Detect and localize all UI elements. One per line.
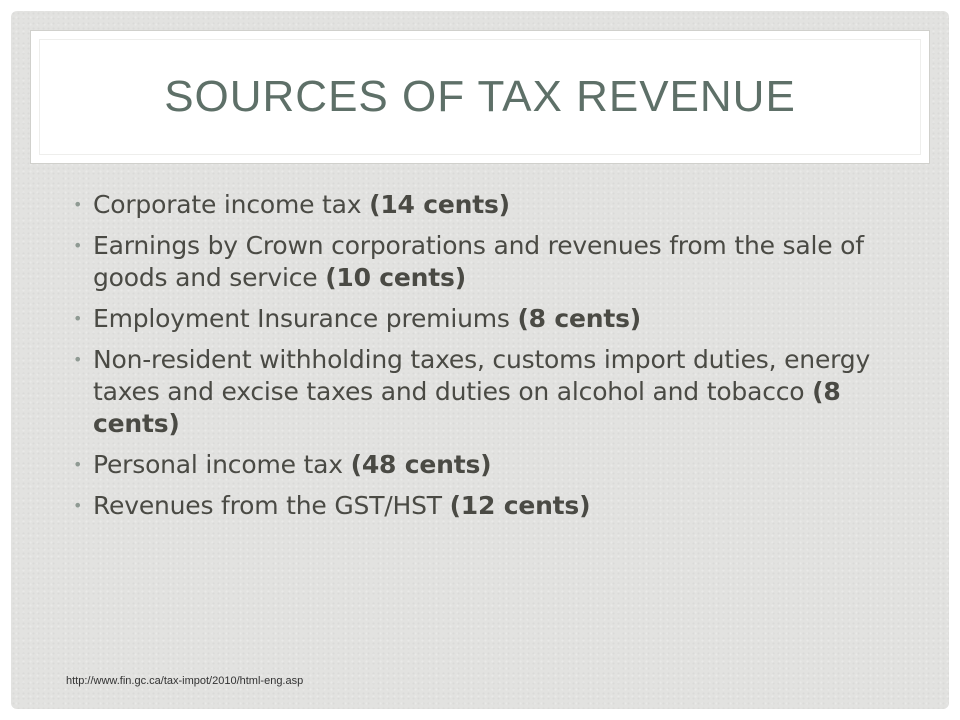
title-band (30, 30, 930, 164)
list-item (73, 303, 903, 335)
bullet-dot-icon: • (73, 455, 83, 474)
list-item (73, 490, 903, 522)
bullet-text: Non-resident withholding taxes, customs import duties, energy taxes and excise taxes and duties on alcohol and tobacco (93, 345, 871, 406)
list-item (73, 449, 903, 481)
bullet-amount: (8 cents) (517, 304, 641, 333)
bullet-list (73, 189, 903, 531)
bullet-dot-icon: • (73, 309, 83, 328)
source-link[interactable]: http://www.fin.gc.ca/tax-impot/2010/html-eng.asp (66, 675, 304, 687)
slide-title: SOURCES OF TAX REVENUE (164, 72, 796, 121)
bullet-text: Personal income tax (93, 450, 351, 479)
bullet-text: Employment Insurance premiums (93, 304, 518, 333)
bullet-amount: (14 cents) (369, 190, 510, 219)
bullet-amount: (48 cents) (350, 450, 492, 479)
list-item (73, 344, 903, 440)
list-item (73, 230, 903, 294)
bullet-text: Earnings by Crown corporations and revenues from the sale of goods and service (93, 231, 864, 292)
bullet-amount: (12 cents) (449, 491, 591, 520)
bullet-dot-icon: • (73, 350, 83, 369)
bullet-dot-icon: • (73, 236, 83, 255)
bullet-text: Corporate income tax (93, 190, 370, 219)
bullet-text: Revenues from the GST/HST (93, 491, 450, 520)
list-item (73, 189, 903, 221)
bullet-dot-icon: • (73, 496, 83, 515)
slide (11, 11, 949, 709)
bullet-amount: (8 cents) (93, 377, 841, 438)
bullet-amount: (10 cents) (325, 263, 466, 292)
bullet-dot-icon: • (73, 195, 83, 214)
